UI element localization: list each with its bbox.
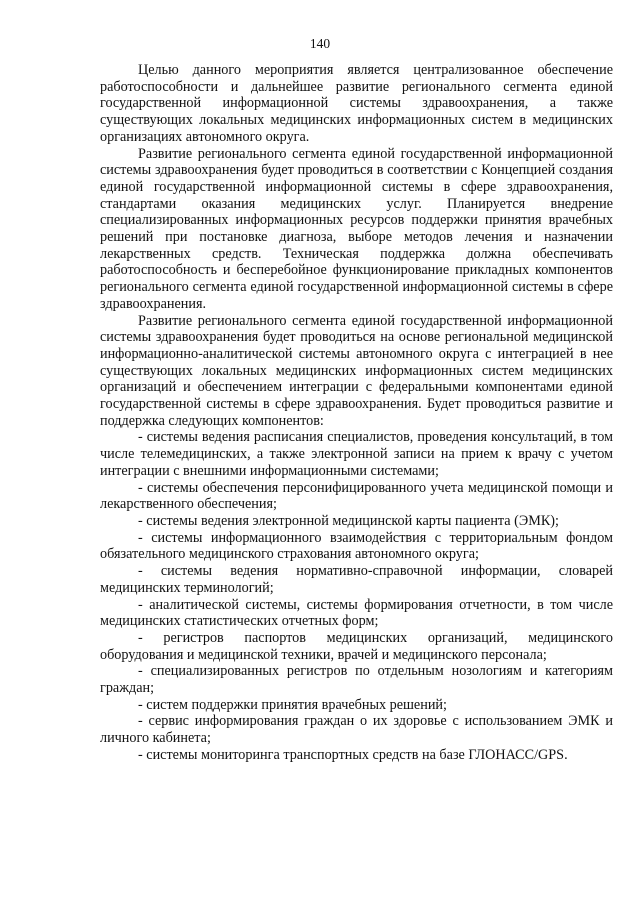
paragraph-purpose: Целью данного мероприятия является централизованное обеспечение работоспособности и дальнейшее развитие регионального сегмента единой государственной информационной системы здравоохранения, а также существующих локальных медицинских информационных систем в медицинских организациях автономного округа. xyxy=(100,62,613,145)
paragraph-development-concept: Развитие регионального сегмента единой государственной информационной системы здравоохранения будет проводиться в соответствии с Концепцией создания единой государственной информационной системы в сфере здравоохранения, стандартами оказания медицинских услуг. Планируется внедрение специализированных информационных ресурсов поддержки принятия врачебных решений при постановке диагноза, выборе методов лечения и назначении лекарственных средств. Техническая поддержка должна обеспечивать работоспособность и бесперебойное функционирование прикладных компонентов регионального сегмента единой государственной информационной системы в сфере здравоохранения. xyxy=(100,145,613,312)
list-item-personalized-accounting: - системы обеспечения персонифицированного учета медицинской помощи и лекарственного обеспечения; xyxy=(100,479,613,513)
list-item-analytics: - аналитической системы, системы формирования отчетности, в том числе медицинских статистических отчетных форм; xyxy=(100,596,613,630)
paragraph-development-basis: Развитие регионального сегмента единой государственной информационной системы здравоохранения будет проводиться на основе региональной медицинской информационно-аналитической системы автономного округа с интеграцией в нее существующих локальных медицинских информационных систем медицинских организаций и обеспечением интеграции с федеральными компонентами единой государственной системы в сфере здравоохранения. Будет проводиться развитие и поддержка следующих компонентов: xyxy=(100,312,613,429)
page-number: 140 xyxy=(309,36,331,51)
component-list xyxy=(100,429,613,763)
list-item-vehicle-monitoring: - системы мониторинга транспортных средств на базе ГЛОНАСС/GPS. xyxy=(138,746,568,763)
document-body xyxy=(100,62,613,764)
list-item-reference-info: - системы ведения нормативно-справочной информации, словарей медицинских терминологий; xyxy=(100,563,613,596)
list-item-scheduling: - системы ведения расписания специалистов, проведения консультаций, в том числе телемедицинских, а также электронной записи на прием к врачу с учетом интеграции с внешними информационными системами; xyxy=(100,429,613,479)
list-item-informing-service: - сервис информирования граждан о их здоровье с использованием ЭМК и личного кабинета; xyxy=(100,713,613,747)
list-item-specialized-registers: - специализированных регистров по отдельным нозологиям и категориям граждан; xyxy=(100,663,613,697)
list-item-insurance-fund: - системы информационного взаимодействия с территориальным фондом обязательного медицинского страхования автономного округа; xyxy=(100,529,613,563)
list-item-registers-passports: - регистров паспортов медицинских организаций, медицинского оборудования и медицинской техники, врачей и медицинского персонала; xyxy=(100,629,613,663)
list-item-emr: - системы ведения электронной медицинской карты пациента (ЭМК); xyxy=(138,512,559,529)
list-item-decision-support: - систем поддержки принятия врачебных решений; xyxy=(138,696,447,713)
